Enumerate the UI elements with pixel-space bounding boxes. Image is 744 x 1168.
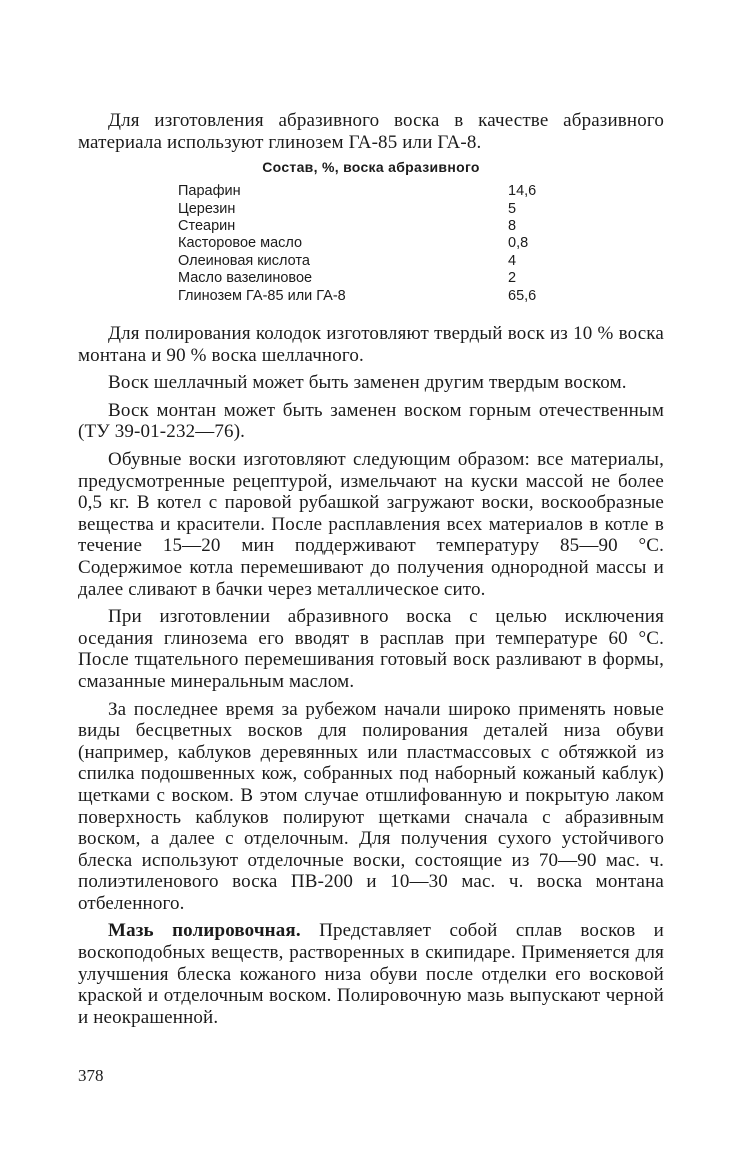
component-value: 65,6 xyxy=(508,287,537,304)
composition-table xyxy=(178,183,568,305)
component-name: Глинозем ГА-85 или ГА-8 xyxy=(178,287,346,304)
body-paragraph: Для полирования колодок изготовляют твердый воск из 10 % воска монтана и 90 % воска шеллачного. xyxy=(78,323,664,366)
page-number: 378 xyxy=(78,1066,104,1085)
body-paragraph: При изготовлении абразивного воска с целью исключения оседания глинозема его вводят в расплав при температуре 60 °С. После тщательного перемешивания готовый воск разливают в формы, смазанные минеральным маслом. xyxy=(78,606,664,692)
paragraph-text: Представляет собой сплав восков и воскоподобных веществ, растворенных в скипидаре. Применяется для улучшения блеска кожаного низа обуви после отделки его восковой краской и отделочным воском. Полировочную мазь выпускают черной и неокрашенной. xyxy=(78,920,664,1028)
component-value: 2 xyxy=(508,270,517,287)
body-paragraph: Воск монтан может быть заменен воском горным отечественным (ТУ 39-01-232—76). xyxy=(78,399,664,443)
table-title: Состав, %, воска абразивного xyxy=(262,159,480,176)
body-paragraph: Воск шеллачный может быть заменен другим твердым воском. xyxy=(108,372,627,394)
table-row xyxy=(178,201,568,218)
component-name: Парафин xyxy=(178,183,241,200)
component-name: Церезин xyxy=(178,200,236,217)
page-content xyxy=(78,110,664,1028)
ointment-paragraph xyxy=(78,920,664,1028)
component-name: Касторовое масло xyxy=(178,235,303,252)
component-value: 4 xyxy=(508,252,517,269)
table-row xyxy=(178,253,568,270)
paragraph-lead: Мазь полировочная. xyxy=(108,920,301,942)
component-value: 5 xyxy=(508,200,517,217)
table-row xyxy=(178,288,568,305)
table-row xyxy=(178,218,568,235)
body-paragraph: За последнее время за рубежом начали широко применять новые виды бесцветных восков для полирования деталей низа обуви (например, каблуков деревянных или пластмассовых с обтяжкой из спилка подошвенных кож, собранных под наборный кожаный каблук) щетками с воском. В этом случае отшлифованную и покрытую лаком поверхность каблуков полируют щетками сначала с абразивным воском, а далее с отделочным. Для получения сухого устойчивого блеска используют отделочные воски, состоящие из 70—90 мас. ч. полиэтиленового воска ПВ-200 и 10—30 мас. ч. воска монтана отбеленного. xyxy=(78,698,664,914)
component-value: 14,6 xyxy=(508,183,537,200)
table-row xyxy=(178,235,568,252)
table-row xyxy=(178,270,568,287)
component-name: Олеиновая кислота xyxy=(178,252,310,269)
intro-paragraph: Для изготовления абразивного воска в качестве абразивного материала используют глинозем ГА-85 или ГА-8. xyxy=(78,110,664,153)
component-value: 8 xyxy=(508,218,517,234)
component-value: 0,8 xyxy=(508,235,529,252)
component-name: Стеарин xyxy=(178,218,236,234)
table-row xyxy=(178,183,568,200)
component-name: Масло вазелиновое xyxy=(178,270,313,287)
body-paragraph: Обувные воски изготовляют следующим образом: все материалы, предусмотренные рецептурой, измельчают на куски массой не более 0,5 кг. В котел с паровой рубашкой загружают воски, воскообразные вещества и красители. После расплавления всех материалов в котле в течение 15—20 мин поддерживают температуру 85—90 °С. Содержимое котла перемешивают до получения однородной массы и далее сливают в бачки через металлическое сито. xyxy=(78,449,664,600)
